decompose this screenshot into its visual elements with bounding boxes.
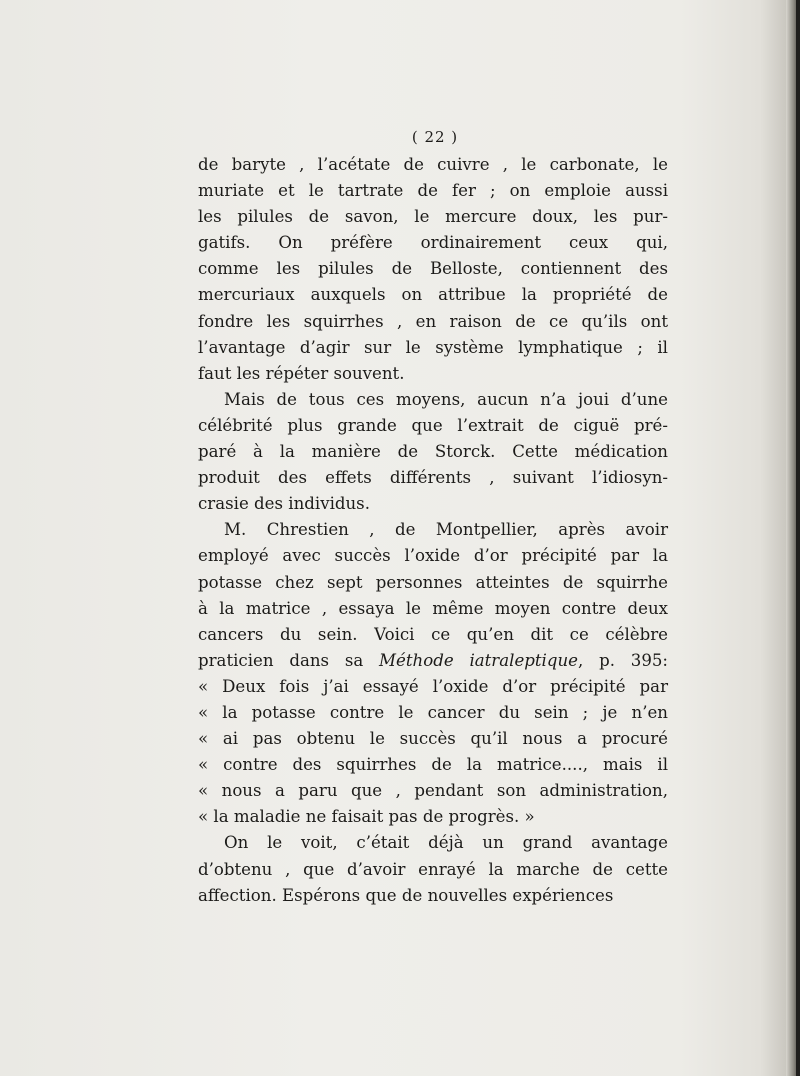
text-line: à la matrice , essaya le même moyen contre deux (198, 598, 668, 618)
text-line: gatifs. On préfère ordinairement ceux qui, (198, 233, 668, 253)
text-line: muriate et le tartrate de fer ; on emploie aussi (198, 181, 668, 201)
text-line: célébrité plus grande que l’extrait de ciguë pré- (198, 415, 668, 435)
page-text-block (198, 122, 668, 909)
quote-line: « la maladie ne faisait pas de progrès. » (198, 807, 535, 827)
quote-line: « nous a paru que , pendant son administration, (198, 781, 668, 801)
text-line: produit des effets différents , suivant l’idiosyn- (198, 468, 668, 488)
citation-after: , p. 395: (578, 650, 669, 670)
page-edge (796, 0, 800, 1076)
text-line: de baryte , l’acétate de cuivre , le carbonate, le (198, 155, 668, 174)
text-line: d’obtenu , que d’avoir enrayé la marche de cette (198, 859, 668, 879)
text-line: affection. Espérons que de nouvelles expériences (198, 885, 614, 905)
text-line: mercuriaux auxquels on attribue la propriété de (198, 285, 668, 305)
citation-title: Méthode iatraleptique (379, 650, 578, 670)
text-line: employé avec succès l’oxide d’or précipité par la (198, 546, 668, 566)
paragraph-start-line: Mais de tous ces moyens, aucun n’a joui d’une (224, 389, 668, 409)
quote-line: « ai pas obtenu le succès qu’il nous a procuré (198, 729, 668, 749)
page-number: ( 22 ) (411, 128, 459, 146)
text-line: les pilules de savon, le mercure doux, les pur- (198, 207, 668, 227)
paragraph-start-line: M. Chrestien , de Montpellier, après avoir (224, 520, 668, 540)
citation-before: praticien dans sa (198, 650, 380, 670)
citation-line (198, 648, 668, 674)
text-line: potasse chez sept personnes atteintes de squirrhe (198, 572, 668, 592)
text-line: cancers du sein. Voici ce qu’en dit ce célèbre (198, 624, 668, 644)
text-line: faut les répéter souvent. (198, 363, 405, 383)
quote-line: « contre des squirrhes de la matrice...., mais il (198, 755, 668, 775)
text-line: comme les pilules de Belloste, contiennent des (198, 259, 668, 279)
text-line: l’avantage d’agir sur le système lymphatique ; il (198, 337, 668, 357)
quote-line: « Deux fois j’ai essayé l’oxide d’or précipité par (198, 676, 668, 696)
paragraph-start-line: On le voit, c’était déjà un grand avantage (224, 833, 668, 853)
text-line: crasie des individus. (198, 494, 370, 514)
text-line: fondre les squirrhes , en raison de ce qu’ils ont (198, 311, 668, 331)
text-line: paré à la manière de Storck. Cette médication (198, 442, 668, 462)
quote-line: « la potasse contre le cancer du sein ; je n’en (198, 702, 668, 722)
